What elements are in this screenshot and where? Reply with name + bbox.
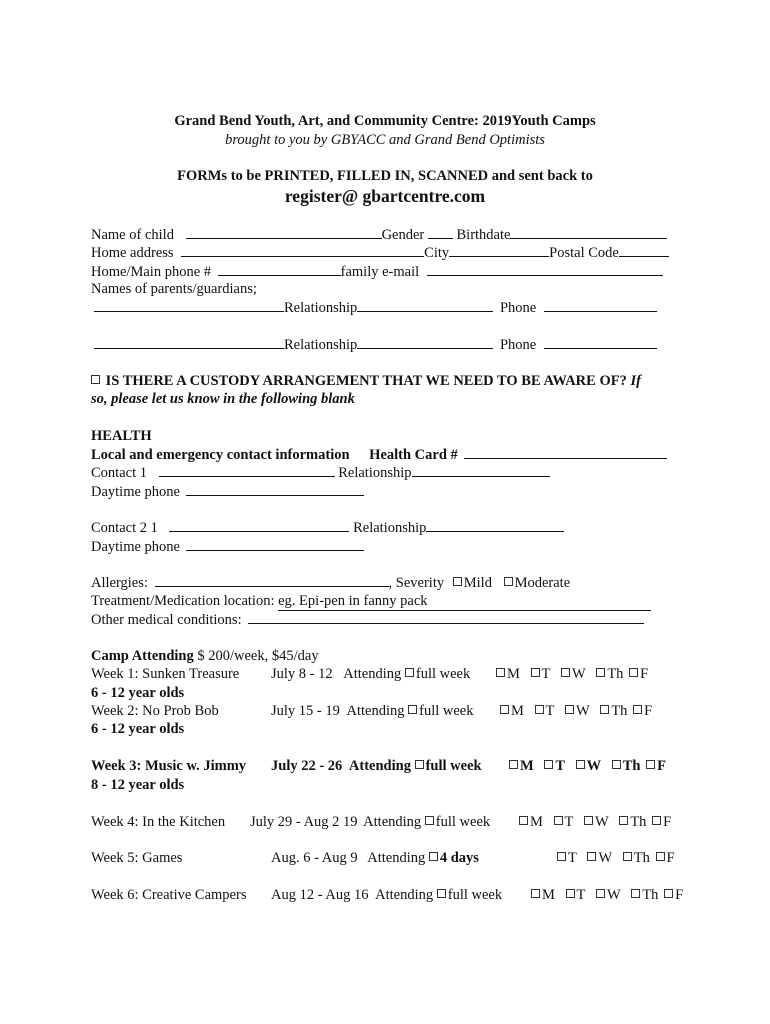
camp-heading-row [91, 647, 319, 665]
attending-label: Attending [343, 666, 402, 682]
custody-question: IS THERE A CUSTODY ARRANGEMENT THAT WE NEED TO BE AWARE OF? [105, 373, 627, 389]
postal-code-field[interactable] [619, 243, 669, 257]
contact-info-heading: Local and emergency contact information [91, 447, 350, 463]
contact-2-phone-row [91, 537, 364, 556]
day-label-t: T [545, 703, 555, 719]
camp-price: $ 200/week, $45/day [197, 648, 319, 664]
day-label-th: Th [630, 814, 647, 830]
address-label: Home address [91, 245, 174, 261]
day-label-f: F [663, 814, 672, 830]
day-checkbox-w[interactable] [561, 668, 570, 677]
day-label-w: W [595, 814, 609, 830]
contact-1-field[interactable] [159, 463, 335, 477]
custody-row [91, 372, 641, 390]
phone-label: Phone [499, 337, 537, 353]
day-checkbox-th[interactable] [619, 816, 628, 825]
contact-2-label: Contact 2 1 [91, 520, 158, 536]
week-5-4-days-checkbox[interactable] [429, 852, 438, 861]
daytime-phone-label: Daytime phone [91, 539, 180, 555]
relationship-label: Relationship [353, 520, 427, 536]
home-phone-label: Home/Main phone # [91, 264, 212, 280]
day-checkbox-w[interactable] [587, 852, 596, 861]
postal-code-label: Postal Code [549, 245, 619, 261]
family-email-field[interactable] [427, 262, 663, 276]
contact-2-row [91, 518, 564, 537]
day-checkbox-m[interactable] [531, 889, 540, 898]
relationship-label: Relationship [338, 465, 412, 481]
day-checkbox-m[interactable] [509, 760, 518, 769]
day-label-f: F [657, 758, 666, 774]
mild-checkbox[interactable] [453, 577, 462, 586]
address-field[interactable] [181, 243, 424, 257]
day-label-th: Th [611, 703, 628, 719]
week-3-signup [271, 757, 482, 775]
week-4-days [519, 813, 671, 831]
week-1-option-label: full week [415, 666, 471, 682]
treatment-example: eg. Epi-pen in fanny pack [278, 593, 428, 609]
day-checkbox-th[interactable] [623, 852, 632, 861]
moderate-label: Moderate [514, 575, 571, 591]
day-checkbox-f[interactable] [652, 816, 661, 825]
day-label-w: W [586, 758, 602, 774]
day-checkbox-t[interactable] [566, 889, 575, 898]
parent-1-relationship-field[interactable] [357, 298, 493, 312]
day-checkbox-f[interactable] [633, 705, 642, 714]
week-5-dates: Aug. 6 - Aug 9 [271, 850, 358, 866]
contact-1-row [91, 463, 550, 482]
form-subtitle: brought to you by GBYACC and Grand Bend Optimists [225, 132, 545, 148]
day-checkbox-th[interactable] [600, 705, 609, 714]
day-checkbox-m[interactable] [496, 668, 505, 677]
day-checkbox-t[interactable] [557, 852, 566, 861]
day-label-t: T [568, 850, 577, 866]
day-checkbox-w[interactable] [576, 760, 585, 769]
day-label-m: M [530, 814, 543, 830]
family-email-label: family e-mail [340, 264, 420, 280]
week-3-days [509, 757, 666, 775]
home-phone-field[interactable] [218, 262, 341, 276]
day-label-th: Th [633, 850, 650, 866]
registration-email: register@ gbartcentre.com [284, 186, 486, 206]
custody-checkbox[interactable] [91, 375, 100, 384]
week-6-full-week-checkbox[interactable] [437, 889, 446, 898]
attending-label: Attending [363, 814, 422, 830]
week-1-full-week-checkbox[interactable] [405, 668, 414, 677]
day-checkbox-w[interactable] [596, 889, 605, 898]
attending-label: Attending [348, 758, 411, 774]
daytime-phone-label: Daytime phone [91, 484, 180, 500]
week-2-name: Week 2: No Prob Bob [91, 703, 219, 719]
parent-2-name-field[interactable] [94, 335, 284, 349]
day-label-th: Th [607, 666, 624, 682]
custody-note-start: If [630, 373, 641, 389]
treatment-row [91, 592, 651, 611]
health-heading: HEALTH [91, 428, 152, 444]
week-6-name: Week 6: Creative Campers [91, 887, 247, 903]
day-label-w: W [572, 666, 586, 682]
submission-instructions: FORMs to be PRINTED, FILLED IN, SCANNED and sent back to [177, 168, 593, 184]
day-label-m: M [511, 703, 524, 719]
contact-2-phone-field[interactable] [186, 537, 364, 551]
day-checkbox-t[interactable] [554, 816, 563, 825]
health-card-label: Health Card # [369, 447, 458, 463]
gender-label: Gender [381, 227, 425, 243]
day-checkbox-t[interactable] [535, 705, 544, 714]
day-checkbox-f[interactable] [656, 852, 665, 861]
form-title: Grand Bend Youth, Art, and Community Centre: 2019Youth Camps [174, 113, 596, 129]
allergies-field[interactable] [155, 573, 389, 587]
day-checkbox-w[interactable] [584, 816, 593, 825]
other-conditions-row [91, 610, 644, 629]
day-checkbox-t[interactable] [544, 760, 553, 769]
child-name-label: Name of child [91, 227, 174, 243]
treatment-field[interactable] [278, 592, 651, 611]
day-label-m: M [542, 887, 555, 903]
birthdate-field[interactable] [510, 225, 667, 239]
week-4-name: Week 4: In the Kitchen [91, 814, 226, 830]
day-label-f: F [666, 850, 675, 866]
attending-label: Attending [367, 850, 426, 866]
parent-1-name-field[interactable] [94, 298, 284, 312]
day-label-w: W [607, 887, 621, 903]
day-checkbox-t[interactable] [531, 668, 540, 677]
week-3-age: 8 - 12 year olds [91, 777, 185, 793]
city-field[interactable] [449, 243, 549, 257]
day-label-t: T [576, 887, 586, 903]
day-label-w: W [576, 703, 590, 719]
day-checkbox-th[interactable] [631, 889, 640, 898]
child-name-row [91, 225, 667, 244]
parent-2-row [94, 335, 657, 354]
phone-label: Phone [499, 300, 537, 316]
week-1-age: 6 - 12 year olds [91, 685, 185, 701]
relationship-label: Relationship [284, 300, 358, 316]
parent-1-phone-field[interactable] [544, 298, 657, 312]
week-2-dates: July 15 - 19 [271, 703, 340, 719]
day-checkbox-th[interactable] [596, 668, 605, 677]
day-checkbox-m[interactable] [500, 705, 509, 714]
day-label-f: F [640, 666, 649, 682]
week-1-days [496, 665, 648, 683]
day-label-t: T [555, 758, 565, 774]
week-6-dates: Aug 12 - Aug 16 [271, 887, 369, 903]
day-label-th: Th [622, 758, 641, 774]
day-checkbox-f[interactable] [629, 668, 638, 677]
camp-attending-heading: Camp Attending [91, 648, 194, 664]
day-label-w: W [598, 850, 613, 866]
other-conditions-label: Other medical conditions: [91, 612, 242, 628]
week-1-signup [271, 665, 470, 683]
day-label-f: F [644, 703, 653, 719]
week-3-full-week-checkbox[interactable] [415, 760, 424, 769]
day-label-f: F [675, 887, 684, 903]
day-label-t: T [541, 666, 551, 682]
child-name-field[interactable] [186, 225, 382, 239]
day-label-t: T [564, 814, 574, 830]
week-1-name: Week 1: Sunken Treasure [91, 666, 240, 682]
week-3-dates: July 22 - 26 [271, 758, 343, 774]
parent-2-phone-field[interactable] [544, 335, 657, 349]
contact-2-field[interactable] [169, 518, 349, 532]
week-3-option-label: full week [425, 758, 482, 774]
week-6-days [531, 886, 683, 904]
day-label-m: M [520, 758, 534, 774]
gender-field[interactable] [428, 225, 453, 239]
day-label-m: M [507, 666, 520, 682]
attending-label: Attending [346, 703, 405, 719]
week-4-full-week-checkbox[interactable] [425, 816, 434, 825]
day-checkbox-f[interactable] [664, 889, 673, 898]
day-checkbox-w[interactable] [565, 705, 574, 714]
parent-1-row [94, 298, 657, 317]
day-label-th: Th [642, 887, 659, 903]
week-4-option-label: full week [435, 814, 491, 830]
week-5-name: Week 5: Games [91, 850, 183, 866]
contact-1-phone-row [91, 482, 364, 501]
attending-label: Attending [375, 887, 434, 903]
week-6-signup [271, 886, 502, 904]
other-conditions-field[interactable] [248, 610, 644, 624]
allergies-row [91, 573, 570, 592]
week-2-signup [271, 702, 473, 720]
phone-row [91, 262, 663, 281]
week-3-name: Week 3: Music w. Jimmy [91, 758, 247, 774]
week-2-days [500, 702, 652, 720]
week-5-signup [271, 849, 479, 867]
week-5-option-label: 4 days [439, 850, 479, 866]
week-2-full-week-checkbox[interactable] [408, 705, 417, 714]
contact-2-relationship-field[interactable] [426, 518, 564, 532]
contact-1-relationship-field[interactable] [412, 463, 550, 477]
week-4-dates: July 29 - Aug 2 19 [250, 814, 358, 830]
week-5-days [557, 849, 675, 867]
allergies-label: Allergies: [91, 575, 148, 591]
health-contact-row [91, 445, 667, 464]
week-2-option-label: full week [419, 703, 474, 719]
week-6-option-label: full week [447, 887, 503, 903]
contact-1-phone-field[interactable] [186, 482, 364, 496]
week-4-signup [250, 813, 490, 831]
parents-label: Names of parents/guardians; [91, 281, 257, 297]
city-label: City [424, 245, 450, 261]
health-card-field[interactable] [464, 445, 667, 459]
mild-label: Mild [463, 575, 492, 591]
day-checkbox-th[interactable] [612, 760, 621, 769]
week-1-dates: July 8 - 12 [271, 666, 333, 682]
parent-2-relationship-field[interactable] [357, 335, 493, 349]
contact-1-label: Contact 1 [91, 465, 147, 481]
severity-label: , Severity [388, 575, 445, 591]
moderate-checkbox[interactable] [504, 577, 513, 586]
day-checkbox-m[interactable] [519, 816, 528, 825]
birthdate-label: Birthdate [456, 227, 511, 243]
treatment-label: Treatment/Medication location: [91, 593, 275, 609]
custody-note: so, please let us know in the following blank [91, 391, 355, 407]
week-2-age: 6 - 12 year olds [91, 721, 185, 737]
day-checkbox-f[interactable] [646, 760, 655, 769]
relationship-label: Relationship [284, 337, 358, 353]
address-row [91, 243, 669, 262]
